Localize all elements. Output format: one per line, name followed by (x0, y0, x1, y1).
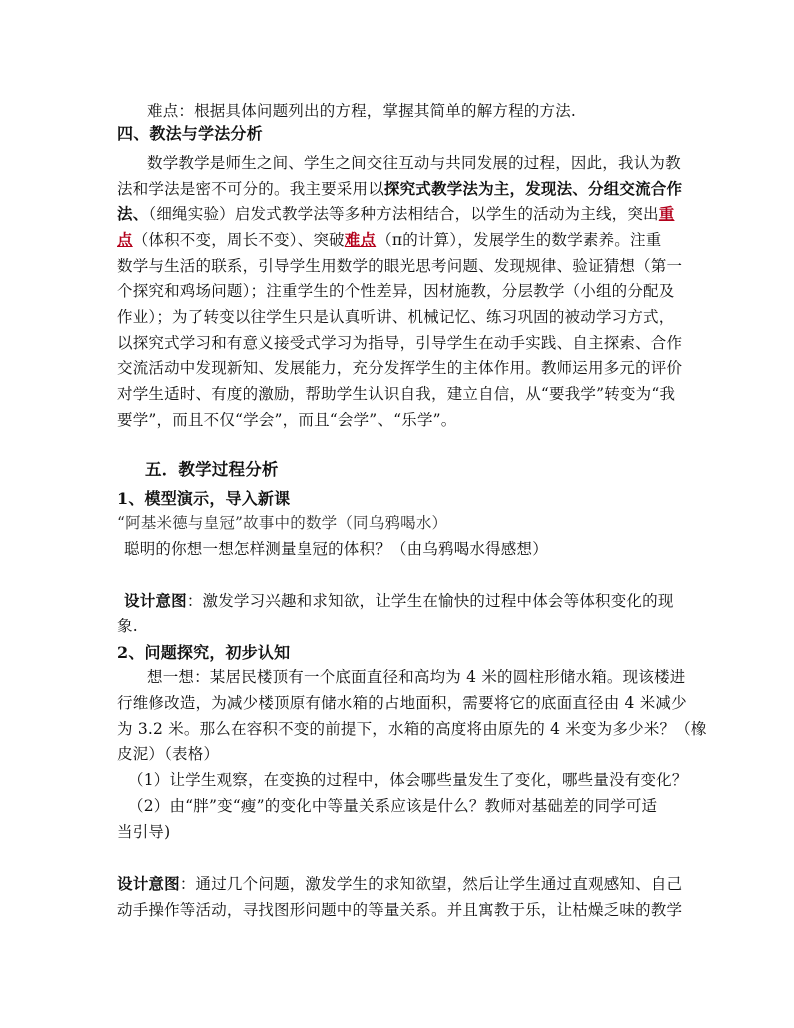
p4-line-4-text-a: （体积不变，周长不变）、突破 (132, 231, 345, 249)
section-4-heading: 四、教法与学法分析 (117, 124, 263, 143)
p4-line-3-red: 重 (658, 204, 675, 223)
step-1-design (124, 588, 694, 614)
p4-line-2 (117, 176, 687, 202)
p4-line-3-text: （细绳实验）启发式教学法等多种方法相结合，以学生的活动为主线，突出 (148, 205, 659, 223)
step-2-line-1: 想一想：某居民楼顶有一个底面直径和高均为 4 米的圆柱形储水箱。现该楼进 (147, 668, 686, 686)
step-1-design-line-2: 象. (117, 617, 138, 635)
p4-line-11: 要学”，而且不仅“学会”，而且“会学”、“乐学”。 (117, 411, 457, 429)
p4-line-3-bold: 法、 (117, 204, 149, 223)
p4-line-7: 作业）；为了转变以往学生只是认真听讲、机械记忆、练习巩固的被动学习方式， (117, 308, 675, 326)
p4-line-9: 交流活动中发现新知、发展能力，充分发挥学生的主体作用。教师运用多元的评价 (117, 359, 683, 377)
p4-line-2-text: 法和学法是密不可分的。我主要采用以 (117, 180, 384, 198)
step-2-design-label: 设计意图 (117, 874, 180, 893)
p4-line-4-text-b: （π的计算），发展学生的数学素养。注重 (376, 231, 662, 249)
step-1-design-label: 设计意图 (124, 591, 187, 610)
p4-line-10: 对学生适时、有度的激励，帮助学生认识自我，建立自信，从“要我学”转变为“我 (117, 385, 676, 403)
p4-line-8: 以探究式学习和有意义接受式学习为指导，引导学生在动手实践、自主探索、合作 (117, 334, 683, 352)
step-2-line-3: 为 3.2 米。那么在容积不变的前提下，水箱的高度将由原先的 4 米变为多少米？（橡 (117, 720, 707, 738)
p4-line-1: 数学教学是师生之间、学生之间交往互动与共同发展的过程，因此，我认为教 (147, 154, 681, 172)
step-2-design-line-2: 动手操作等活动，寻找图形问题中的等量关系。并且寓教于乐，让枯燥乏味的教学 (117, 901, 683, 919)
step-1-line-2: 聪明的你想一想怎样测量皇冠的体积？（由乌鸦喝水得感想） (124, 540, 548, 558)
p4-line-2-bold: 探究式教学法为主，发现法、分组交流合作 (383, 179, 683, 198)
p4-line-3 (117, 201, 687, 227)
p4-line-4-red-2: 难点 (344, 230, 377, 249)
p4-line-4 (117, 227, 687, 253)
step-2-title: 2、问题探究，初步认知 (117, 643, 291, 662)
step-1-title: 1、模型演示，导入新课 (117, 489, 291, 508)
section-5-heading: 五．教学过程分析 (145, 460, 279, 479)
p4-line-4-red-1: 点 (117, 230, 133, 249)
p4-line-6: 个探究和鸡场问题）；注重学生的个性差异，因材施教，分层教学（小组的分配及 (117, 282, 675, 300)
step-2-line-4: 皮泥）（表格） (117, 745, 220, 763)
step-2-question-2: （2）由“胖”变“瘦”的变化中等量关系应该是什么？教师对基础差的同学可适 (128, 797, 658, 815)
step-1-line-1: “阿基米德与皇冠”故事中的数学（同乌鸦喝水） (117, 514, 448, 532)
step-1-design-text: ：激发学习兴趣和求知欲，让学生在愉快的过程中体会等体积变化的现 (186, 592, 674, 610)
difficulty-line: 难点：根据具体问题列出的方程，掌握其简单的解方程的方法. (147, 102, 577, 120)
step-2-design-text: ：通过几个问题，激发学生的求知欲望，然后让学生通过直观感知、自己 (179, 875, 683, 893)
step-2-question-2-line-2: 当引导) (117, 823, 171, 841)
step-2-line-2: 行维修改造，为减少楼顶原有储水箱的占地面积，需要将它的底面直径由 4 米减少 (117, 694, 687, 712)
p4-line-5: 数学与生活的联系，引导学生用数学的眼光思考问题、发现规律、验证猜想（第一 (117, 257, 683, 275)
step-2-question-1: （1）让学生观察，在变换的过程中，体会哪些量发生了变化，哪些量没有变化？ (128, 771, 688, 789)
step-2-design (117, 871, 687, 897)
